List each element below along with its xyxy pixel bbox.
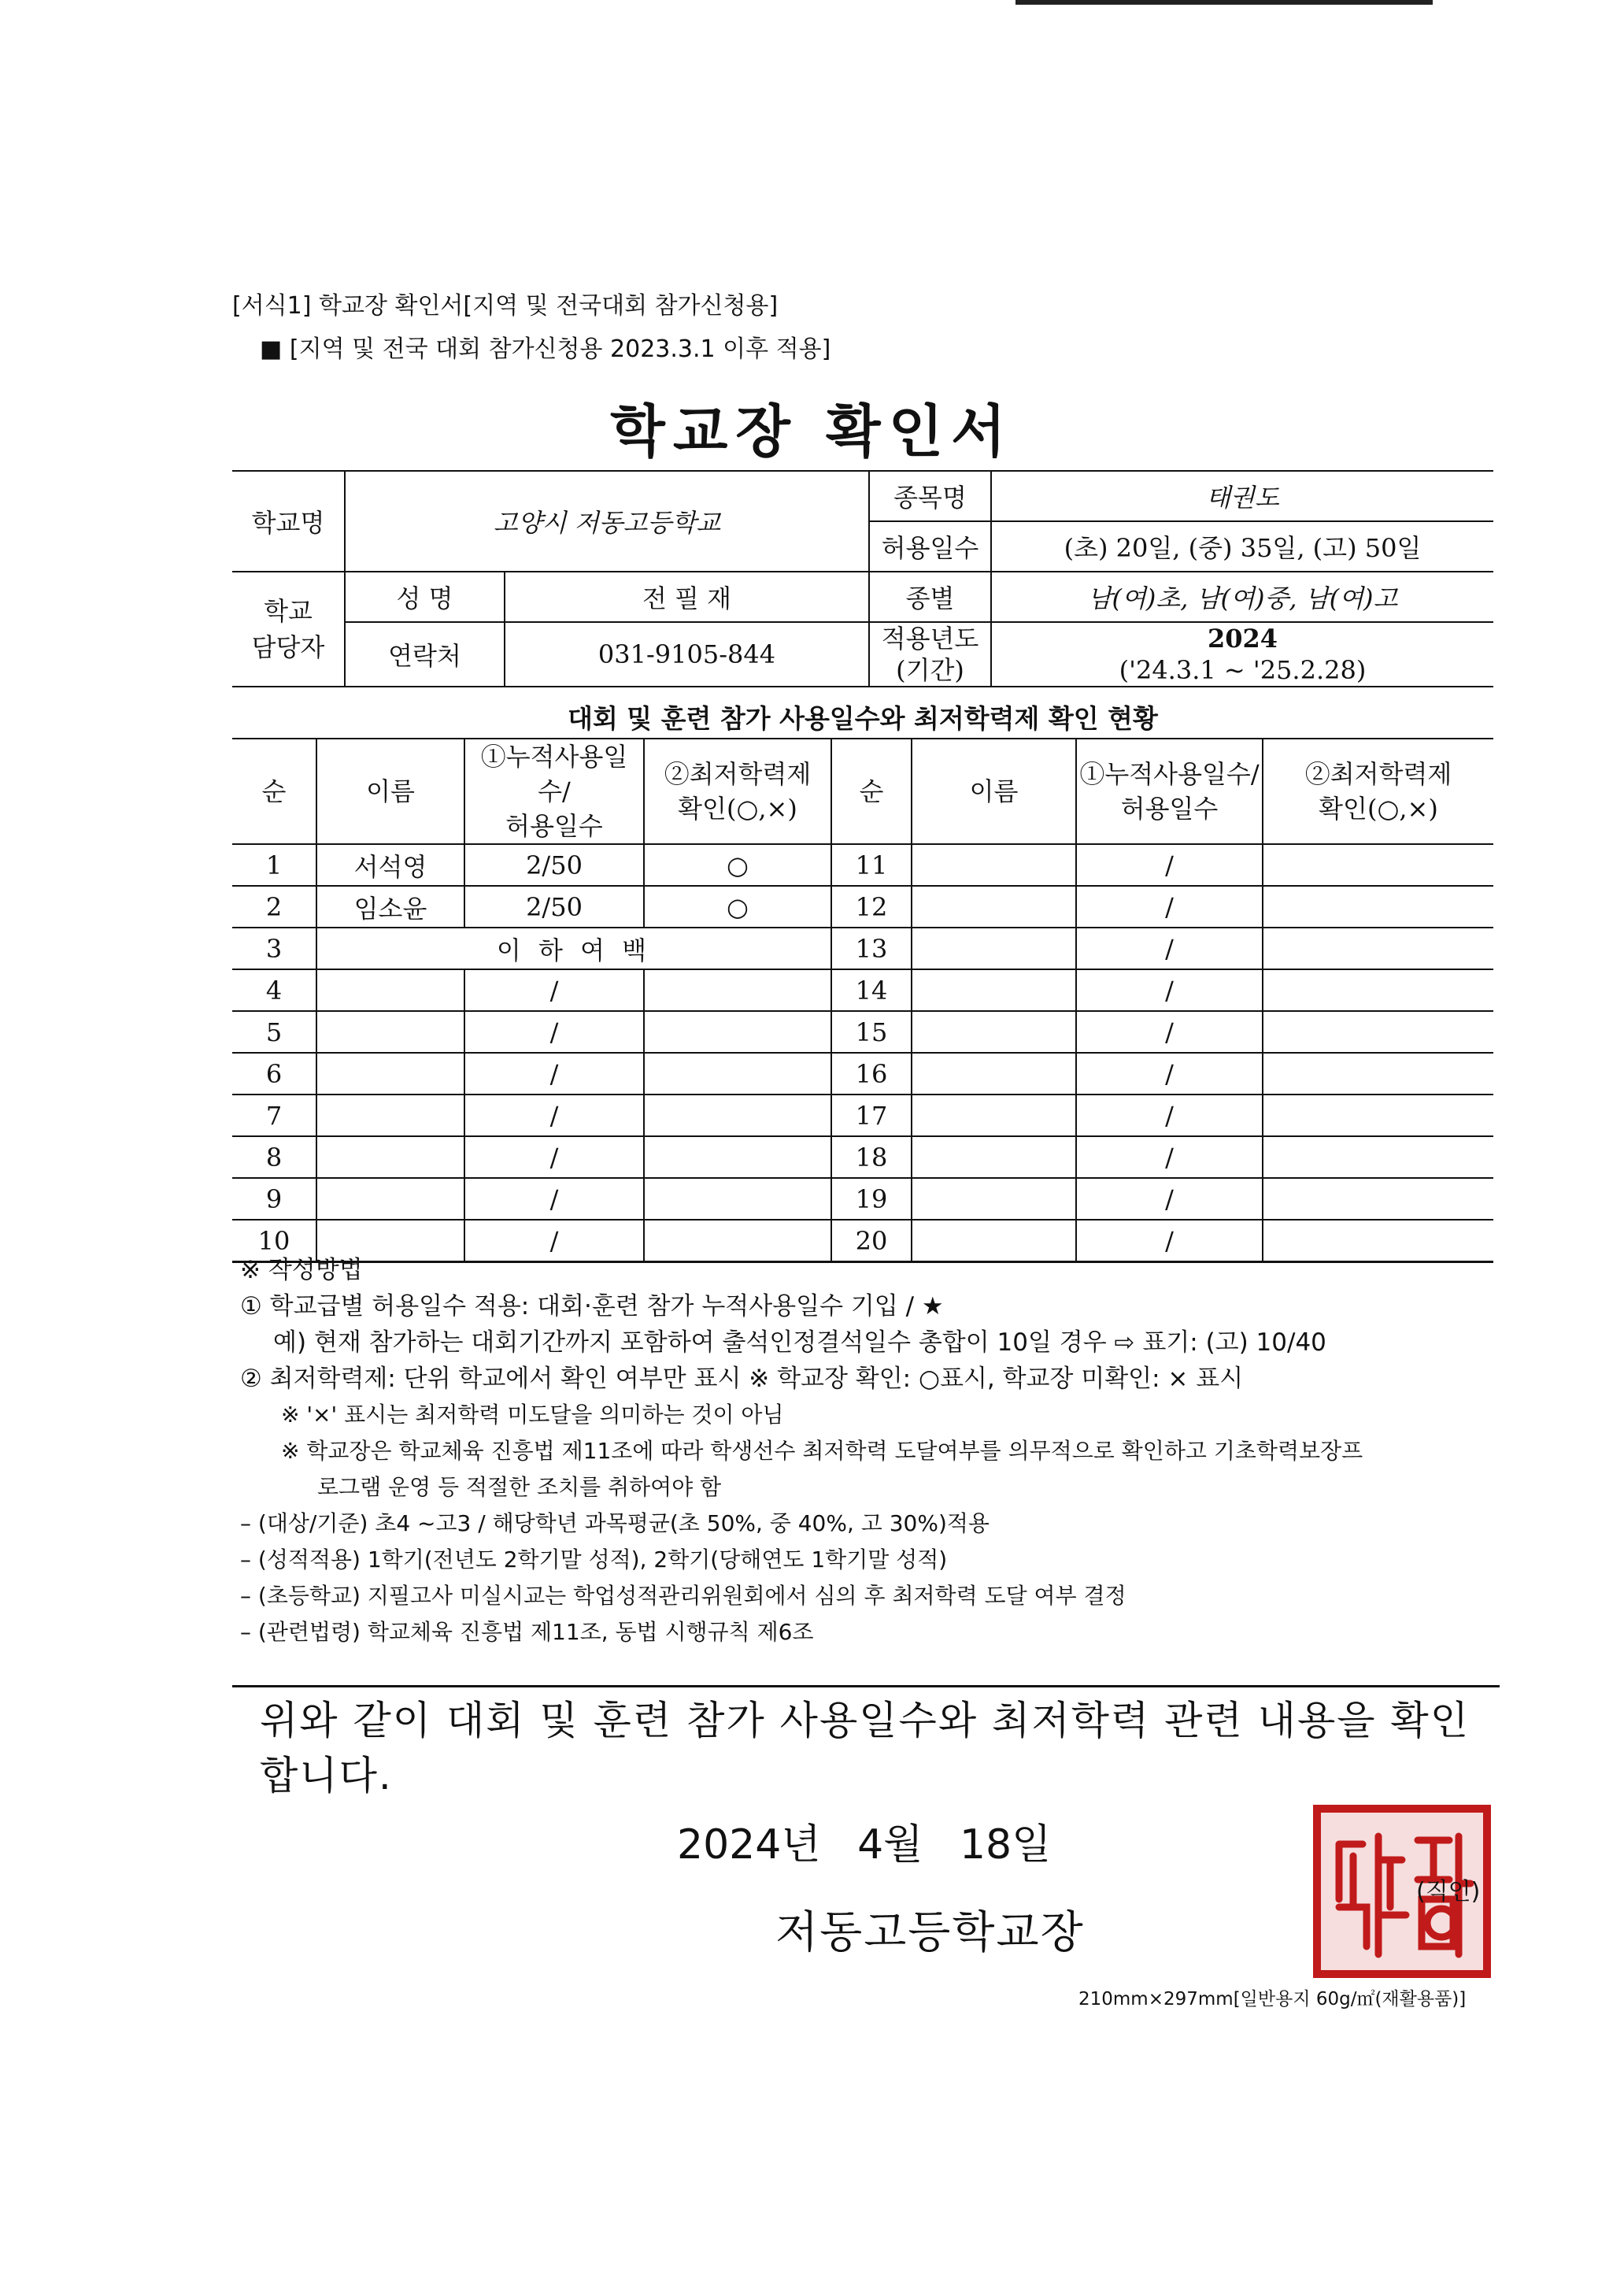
row-no: 5 <box>232 1011 316 1053</box>
row-days: 2/50 <box>464 886 644 928</box>
row-check <box>1263 1011 1493 1053</box>
row-days: / <box>464 969 644 1011</box>
year-value: 2024 <box>1207 624 1278 654</box>
col-header: ②최저학력제 확인(○,×) <box>644 739 831 844</box>
row-name <box>316 1011 464 1053</box>
table-row <box>232 844 1493 886</box>
seal-icon <box>1321 1813 1483 1970</box>
row-days: / <box>1076 1011 1263 1053</box>
allowed-days-label: 허용일수 <box>869 521 991 572</box>
row-name: 임소윤 <box>316 886 464 928</box>
row-no: 11 <box>831 844 912 886</box>
row-name <box>912 886 1076 928</box>
row-days: / <box>464 1011 644 1053</box>
row-no: 9 <box>232 1178 316 1220</box>
note-grades: – (성적적용) 1학기(전년도 2학기말 성적), 2학기(당해연도 1학기말 성적) <box>240 1546 948 1572</box>
official-seal <box>1313 1805 1491 1978</box>
period-value: ('24.3.1 ~ '25.2.28) <box>1119 655 1367 685</box>
event-value: 태권도 <box>991 471 1493 521</box>
row-check <box>1263 928 1493 969</box>
row-name <box>912 844 1076 886</box>
confirmation-date: 2024년 4월 18일 <box>677 1821 1052 1869</box>
school-label: 학교명 <box>232 471 345 572</box>
note-2-b-cont: 로그램 운영 등 적절한 조치를 취하여야 함 <box>317 1474 722 1500</box>
row-days: / <box>1076 928 1263 969</box>
note-elementary: – (초등학교) 지필고사 미실시교는 학업성적관리위원회에서 심의 후 최저학력 도달 여부 결정 <box>240 1583 1126 1609</box>
category-value: 남(여)초, 남(여)중, 남(여)고 <box>991 572 1493 622</box>
row-name <box>316 969 464 1011</box>
table-row <box>232 1178 1493 1220</box>
table-row <box>232 1136 1493 1178</box>
row-name <box>316 1053 464 1095</box>
year-cell <box>991 622 1493 687</box>
row-name <box>912 928 1076 969</box>
confirmation-text: 위와 같이 대회 및 훈련 참가 사용일수와 최저학력 관련 내용을 확인합니다. <box>260 1698 1470 1798</box>
row-check <box>644 969 831 1011</box>
name-label: 성 명 <box>345 572 505 622</box>
note-target: – (대상/기준) 초4 ~고3 / 해당학년 과목평균(초 50%, 중 40%, 고 30%)적용 <box>240 1510 990 1536</box>
row-check <box>1263 1095 1493 1136</box>
row-name <box>912 1095 1076 1136</box>
row-no: 12 <box>831 886 912 928</box>
row-days: / <box>1076 969 1263 1011</box>
col-header: 순 <box>831 739 912 844</box>
row-days: / <box>464 1220 644 1262</box>
row-check <box>644 1053 831 1095</box>
divider <box>232 1685 1500 1687</box>
row-no: 16 <box>831 1053 912 1095</box>
row-check <box>1263 844 1493 886</box>
table-row <box>232 1095 1493 1136</box>
notes-heading: ※ 작성방법 <box>240 1256 363 1284</box>
row-no: 3 <box>232 928 316 969</box>
col-header: ①누적사용일수/ 허용일수 <box>464 739 644 844</box>
row-no: 17 <box>831 1095 912 1136</box>
form-tag: [서식1] 학교장 확인서[지역 및 전국대회 참가신청용] <box>232 292 779 320</box>
row-no: 18 <box>831 1136 912 1178</box>
col-header: ①누적사용일수/ 허용일수 <box>1076 739 1263 844</box>
note-2-b: ※ 학교장은 학교체육 진흥법 제11조에 따라 학생선수 최저학력 도달여부를 의무적으로 확인하고 기초학력보장프 <box>281 1438 1363 1464</box>
row-check <box>644 1011 831 1053</box>
row-no: 15 <box>831 1011 912 1053</box>
row-no: 19 <box>831 1178 912 1220</box>
note-2: ② 최저학력제: 단위 학교에서 확인 여부만 표시 ※ 학교장 확인: ○표시, 학교장 미확인: × 표시 <box>240 1365 1244 1393</box>
col-header: 이름 <box>316 739 464 844</box>
contact-label: 연락처 <box>345 622 505 687</box>
row-name <box>912 1178 1076 1220</box>
row-name <box>912 1053 1076 1095</box>
category-label: 종별 <box>869 572 991 622</box>
year-label: 적용년도 (기간) <box>869 622 991 687</box>
row-check <box>1263 969 1493 1011</box>
form-subtitle: ■ [지역 및 전국 대회 참가신청용 2023.3.1 이후 적용] <box>260 335 831 363</box>
row-check <box>1263 1136 1493 1178</box>
row-check: ○ <box>644 844 831 886</box>
row-days: / <box>1076 844 1263 886</box>
col-header: 이름 <box>912 739 1076 844</box>
row-days: / <box>1076 1053 1263 1095</box>
row-no: 4 <box>232 969 316 1011</box>
row-name <box>316 1136 464 1178</box>
row-check <box>644 1136 831 1178</box>
contact-value: 031-9105-844 <box>505 622 869 687</box>
row-days: / <box>1076 1095 1263 1136</box>
col-header: 순 <box>232 739 316 844</box>
name-value: 전 필 재 <box>505 572 869 622</box>
blank-below-note: 이 하 여 백 <box>316 928 831 969</box>
row-no: 13 <box>831 928 912 969</box>
row-days: / <box>464 1178 644 1220</box>
table-row <box>232 886 1493 928</box>
row-days: / <box>1076 1220 1263 1262</box>
row-no: 2 <box>232 886 316 928</box>
row-check <box>1263 1178 1493 1220</box>
row-name: 서석영 <box>316 844 464 886</box>
row-name <box>316 1178 464 1220</box>
writing-instructions <box>240 1252 1363 1650</box>
table-row <box>232 969 1493 1011</box>
event-label: 종목명 <box>869 471 991 521</box>
scan-edge-mark <box>1015 0 1433 5</box>
status-title: 대회 및 훈련 참가 사용일수와 최저학력제 확인 현황 <box>568 703 1158 734</box>
table-row <box>232 928 1493 969</box>
allowed-days-value: (초) 20일, (중) 35일, (고) 50일 <box>991 521 1493 572</box>
row-days: / <box>464 1053 644 1095</box>
row-no: 20 <box>831 1220 912 1262</box>
note-1-example: 예) 현재 참가하는 대회기간까지 포함하여 출석인정결석일수 총합이 10일 경우 ⇨ 표기: (고) 10/40 <box>273 1328 1326 1357</box>
row-name <box>912 1011 1076 1053</box>
row-days: / <box>464 1095 644 1136</box>
row-days: / <box>1076 1136 1263 1178</box>
row-check <box>644 1178 831 1220</box>
row-no: 8 <box>232 1136 316 1178</box>
note-1: ① 학교급별 허용일수 적용: 대회·훈련 참가 누적사용일수 기입 / ★ <box>240 1292 944 1320</box>
row-days: / <box>1076 886 1263 928</box>
row-check <box>644 1095 831 1136</box>
row-no: 7 <box>232 1095 316 1136</box>
document-title: 학교장 확인서 <box>610 398 1014 465</box>
row-days: / <box>464 1136 644 1178</box>
row-no: 1 <box>232 844 316 886</box>
status-table <box>232 738 1493 1263</box>
row-check <box>1263 1053 1493 1095</box>
note-2-a: ※ '×' 표시는 최저학력 미도달을 의미하는 것이 아님 <box>281 1402 784 1428</box>
staff-label: 학교 담당자 <box>232 572 345 687</box>
principal-name: 저동고등학교장 <box>775 1907 1085 1958</box>
school-value: 고양시 저동고등학교 <box>345 471 869 572</box>
row-check <box>1263 886 1493 928</box>
row-no: 14 <box>831 969 912 1011</box>
row-no: 6 <box>232 1053 316 1095</box>
seal-label: (직인) <box>1416 1878 1481 1906</box>
row-name <box>912 969 1076 1011</box>
paper-size-note: 210mm×297mm[일반용지 60g/㎡(재활용품)] <box>1078 1989 1467 2009</box>
row-days: 2/50 <box>464 844 644 886</box>
table-row <box>232 1011 1493 1053</box>
row-days: / <box>1076 1178 1263 1220</box>
row-check: ○ <box>644 886 831 928</box>
info-table <box>232 470 1493 687</box>
col-header: ②최저학력제 확인(○,×) <box>1263 739 1493 844</box>
row-no: 10 <box>232 1220 316 1262</box>
note-law: – (관련법령) 학교체육 진흥법 제11조, 동법 시행규칙 제6조 <box>240 1619 814 1645</box>
table-row <box>232 1053 1493 1095</box>
row-name <box>316 1095 464 1136</box>
row-name <box>912 1136 1076 1178</box>
